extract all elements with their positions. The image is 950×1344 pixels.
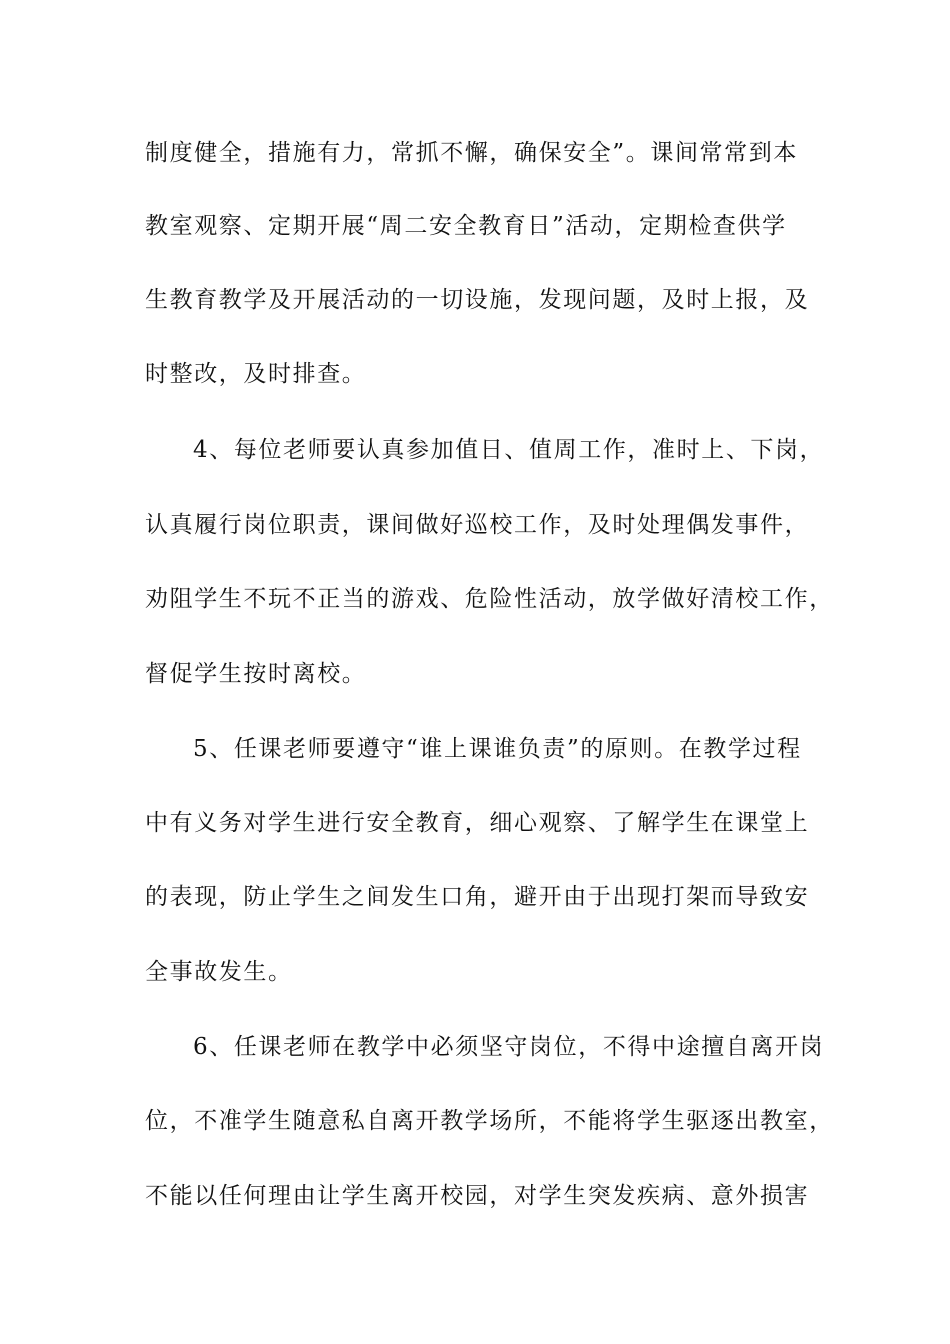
text-line: 劝阻学生不玩不正当的游戏、危险性活动，放学做好清校工作， bbox=[145, 586, 834, 612]
text-line: 督促学生按时离校。 bbox=[145, 661, 367, 687]
text-line: 教室观察、定期开展“周二安全教育日”活动，定期检查供学 bbox=[145, 213, 787, 239]
paragraph-4-start: 4、每位老师要认真参加值日、值周工作，准时上、下岗， bbox=[193, 437, 825, 463]
text-line: 认真履行岗位职责，课间做好巡校工作，及时处理偶发事件， bbox=[145, 512, 810, 538]
text-line: 时整改，及时排查。 bbox=[145, 361, 367, 387]
text-line: 制度健全，措施有力，常抓不懈，确保安全”。课间常常到本 bbox=[145, 140, 798, 166]
text-line: 生教育教学及开展活动的一切设施，发现问题，及时上报，及 bbox=[145, 287, 810, 313]
paragraph-5-start: 5、任课老师要遵守“谁上课谁负责”的原则。在教学过程 bbox=[193, 736, 802, 762]
text-line: 中有义务对学生进行安全教育，细心观察、了解学生在课堂上 bbox=[145, 810, 810, 836]
text-line: 不能以任何理由让学生离开校园，对学生突发疾病、意外损害 bbox=[145, 1183, 810, 1209]
text-line: 的表现，防止学生之间发生口角，避开由于出现打架而导致安 bbox=[145, 884, 810, 910]
paragraph-6-start: 6、任课老师在教学中必须坚守岗位，不得中途擅自离开岗 bbox=[193, 1034, 825, 1060]
text-line: 位，不准学生随意私自离开教学场所，不能将学生驱逐出教室， bbox=[145, 1108, 834, 1134]
text-line: 全事故发生。 bbox=[145, 959, 293, 985]
